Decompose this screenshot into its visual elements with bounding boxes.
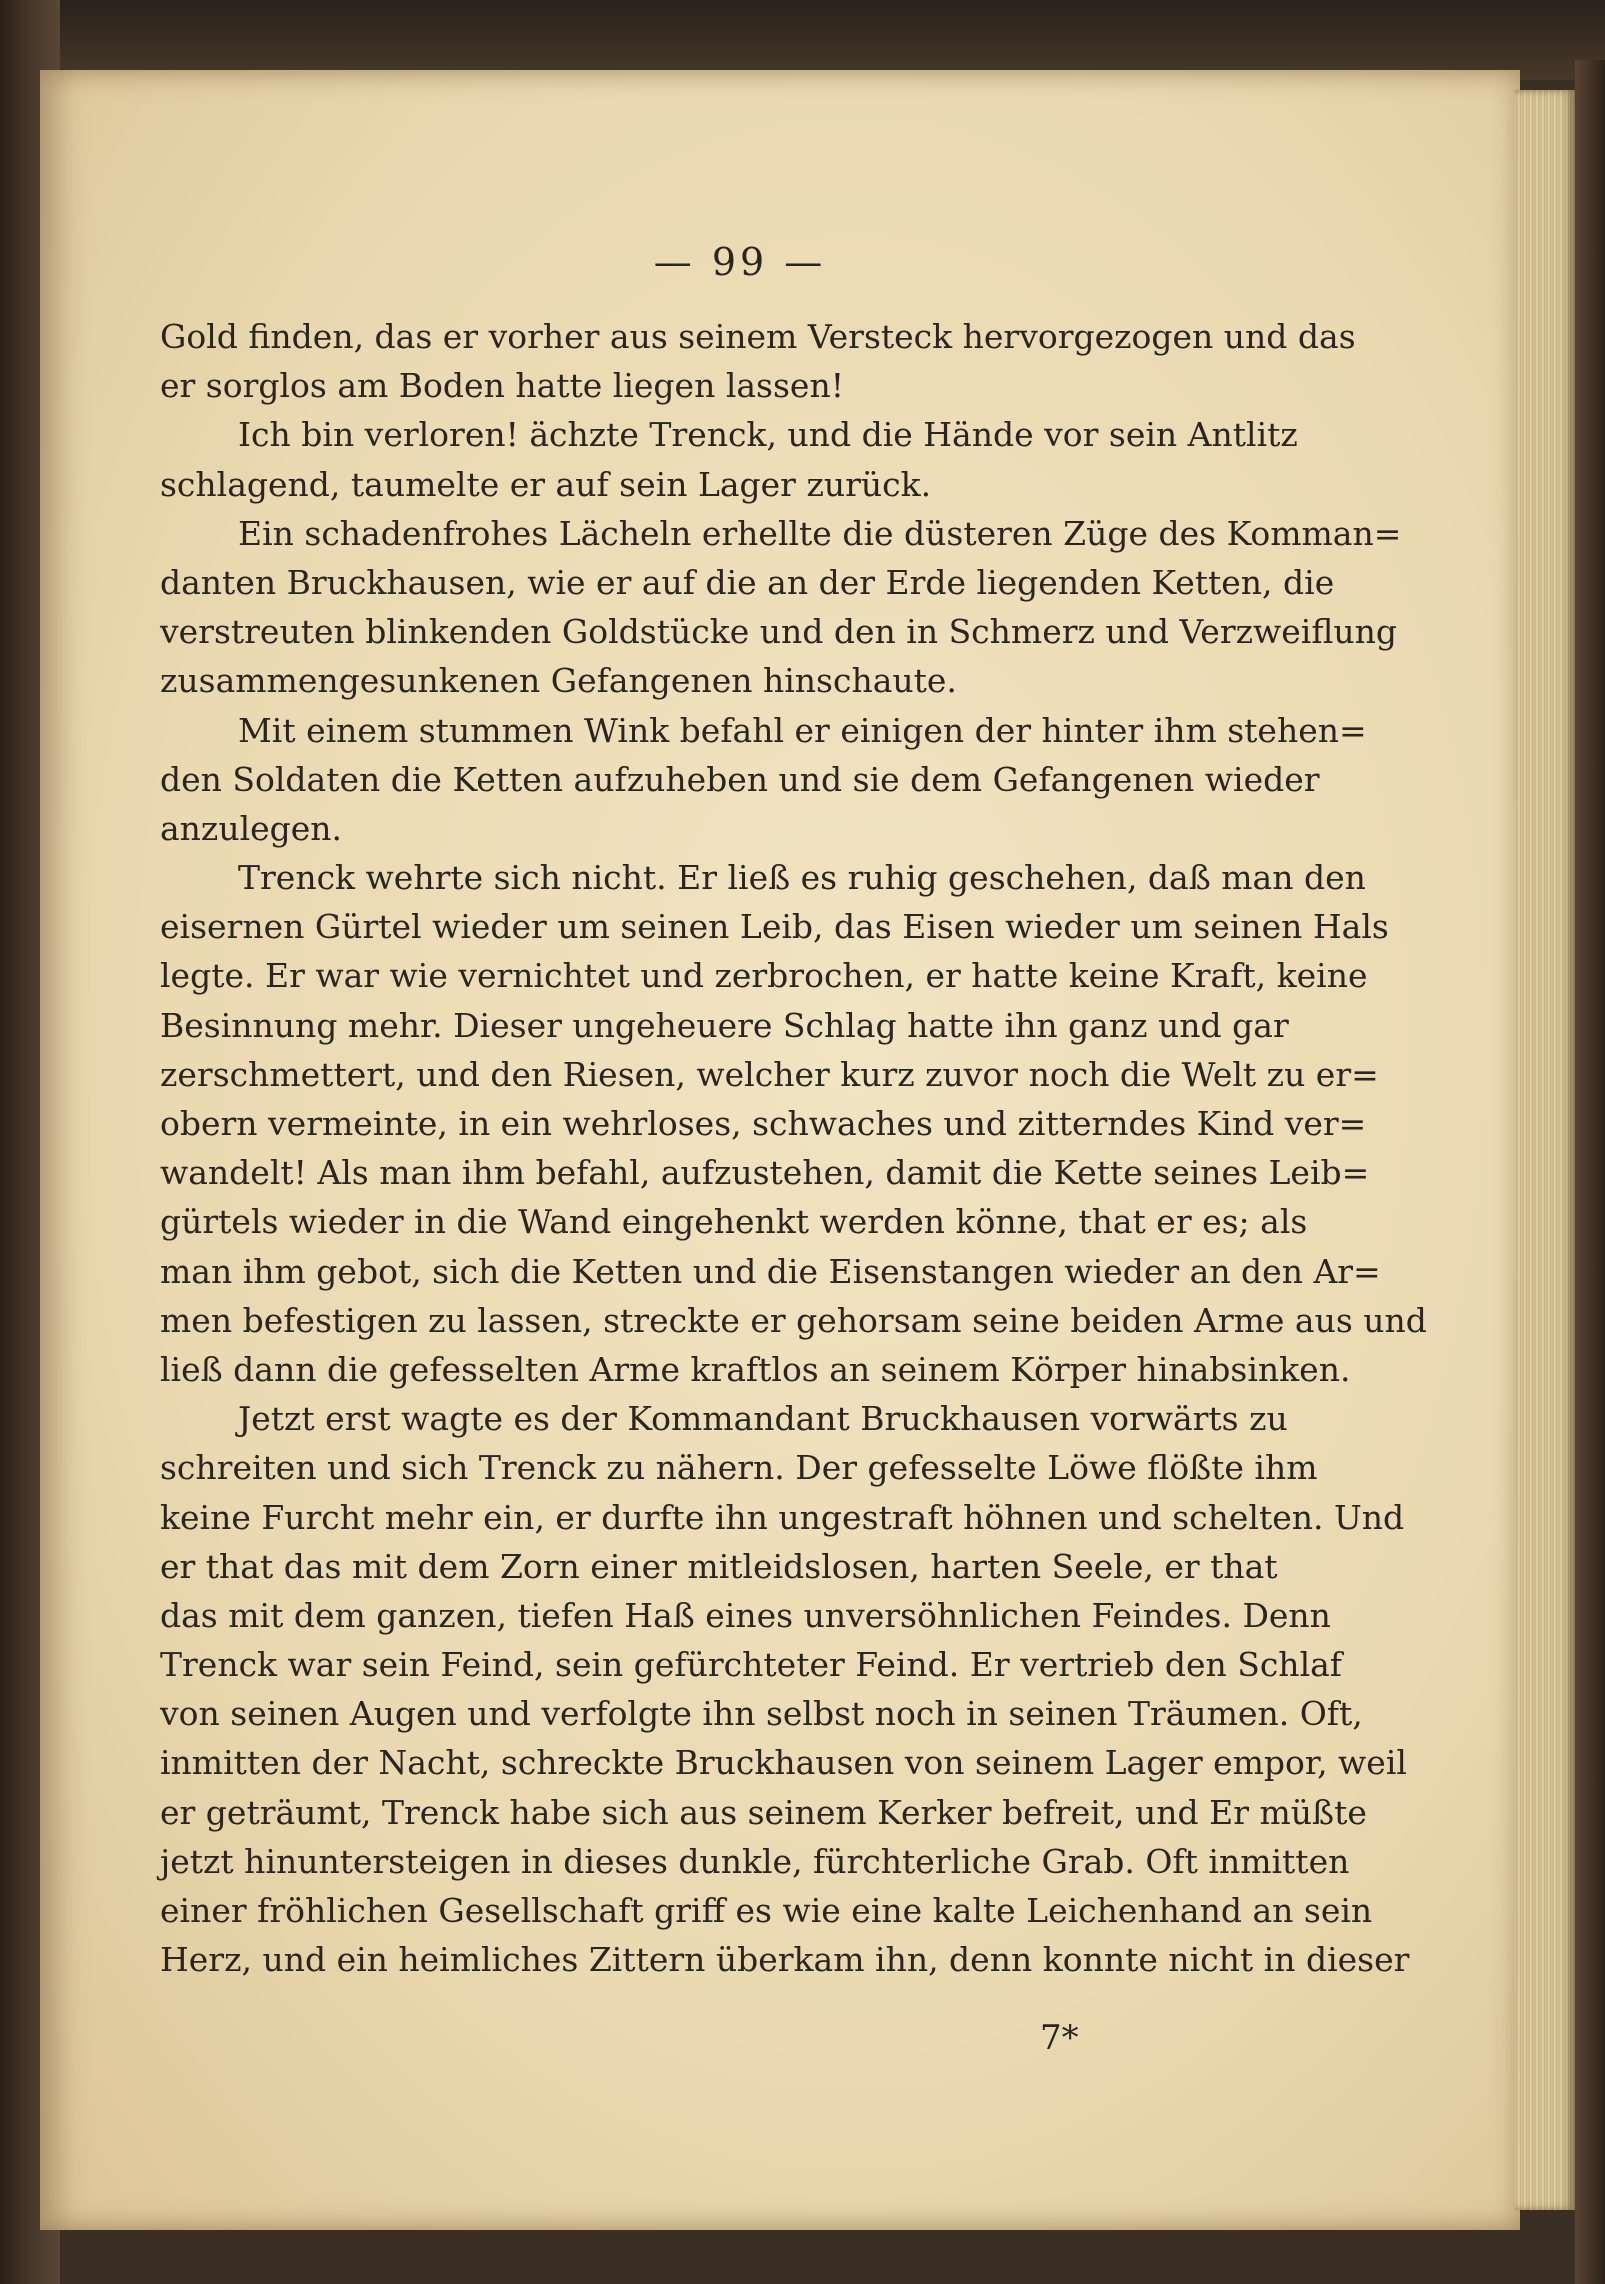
- text-line: er geträumt, Trenck habe sich aus seinem Kerker befreit, und Er müßte: [160, 1792, 1367, 1832]
- signature-mark: 7*: [1040, 2018, 1079, 2058]
- text-line: man ihm gebot, sich die Ketten und die Eisenstangen wieder an den Ar=: [160, 1251, 1381, 1291]
- text-line: ließ dann die gefesselten Arme kraftlos an seinem Körper hinabsinken.: [160, 1349, 1351, 1389]
- text-line: legte. Er war wie vernichtet und zerbrochen, er hatte keine Kraft, keine: [160, 956, 1368, 996]
- page-number-header: — 99 —: [653, 240, 827, 284]
- text-line: Ich bin verloren! ächzte Trenck, und die Hände vor sein Antlitz: [238, 415, 1298, 455]
- text-line: den Soldaten die Ketten aufzuheben und sie dem Gefangenen wieder: [160, 759, 1320, 799]
- text-line: keine Furcht mehr ein, er durfte ihn ungestraft höhnen und schelten. Und: [160, 1497, 1405, 1537]
- text-line: Besinnung mehr. Dieser ungeheuere Schlag hatte ihn ganz und gar: [160, 1005, 1289, 1045]
- text-line: Trenck wehrte sich nicht. Er ließ es ruhig geschehen, daß man den: [238, 858, 1366, 898]
- text-line: von seinen Augen und verfolgte ihn selbst noch in seinen Träumen. Oft,: [160, 1694, 1363, 1734]
- book-cover-right: [1575, 60, 1605, 2284]
- text-line: eisernen Gürtel wieder um seinen Leib, das Eisen wieder um seinen Hals: [160, 907, 1389, 947]
- text-line: Ein schadenfrohes Lächeln erhellte die düsteren Züge des Komman=: [238, 513, 1402, 553]
- text-line: anzulegen.: [160, 808, 343, 848]
- text-line: Trenck war sein Feind, sein gefürchteter Feind. Er vertrieb den Schlaf: [160, 1645, 1343, 1685]
- text-line: zerschmettert, und den Riesen, welcher kurz zuvor noch die Welt zu er=: [160, 1054, 1379, 1094]
- text-line: das mit dem ganzen, tiefen Haß eines unversöhnlichen Feindes. Denn: [160, 1595, 1331, 1635]
- book-cover-top: [0, 0, 1605, 80]
- text-line: er that das mit dem Zorn einer mitleidslosen, harten Seele, er that: [160, 1546, 1278, 1586]
- text-line: Mit einem stummen Wink befahl er einigen der hinter ihm stehen=: [238, 710, 1367, 750]
- text-line: gürtels wieder in die Wand eingehenkt werden könne, that er es; als: [160, 1202, 1308, 1242]
- text-line: danten Bruckhausen, wie er auf die an der Erde liegenden Ketten, die: [160, 562, 1335, 602]
- text-line: Jetzt erst wagte es der Kommandant Bruckhausen vorwärts zu: [238, 1399, 1288, 1439]
- text-line: schlagend, taumelte er auf sein Lager zurück.: [160, 464, 932, 504]
- text-line: jetzt hinuntersteigen in dieses dunkle, fürchterliche Grab. Oft inmitten: [160, 1841, 1350, 1881]
- page-edges: [1515, 90, 1575, 2210]
- text-line: Herz, und ein heimliches Zittern überkam ihn, denn konnte nicht in dieser: [160, 1940, 1410, 1980]
- text-line: wandelt! Als man ihm befahl, aufzustehen, damit die Kette seines Leib=: [160, 1153, 1370, 1193]
- text-line: er sorglos am Boden hatte liegen lassen!: [160, 366, 844, 406]
- text-line: inmitten der Nacht, schreckte Bruckhausen von seinem Lager empor, weil: [160, 1743, 1407, 1783]
- text-line: zusammengesunkenen Gefangenen hinschaute.: [160, 661, 957, 701]
- text-line: schreiten und sich Trenck zu nähern. Der gefesselte Löwe flößte ihm: [160, 1448, 1318, 1488]
- text-line: Gold finden, das er vorher aus seinem Versteck hervorgezogen und das: [160, 317, 1356, 356]
- text-line: einer fröhlichen Gesellschaft griff es wie eine kalte Leichenhand an sein: [160, 1891, 1373, 1930]
- text-line: men befestigen zu lassen, streckte er gehorsam seine beiden Arme aus und: [160, 1300, 1427, 1340]
- text-line: verstreuten blinkenden Goldstücke und den in Schmerz und Verzweiflung: [160, 612, 1397, 652]
- body-text: [160, 312, 1427, 1984]
- text-line: obern vermeinte, in ein wehrloses, schwaches und zitterndes Kind ver=: [160, 1104, 1367, 1143]
